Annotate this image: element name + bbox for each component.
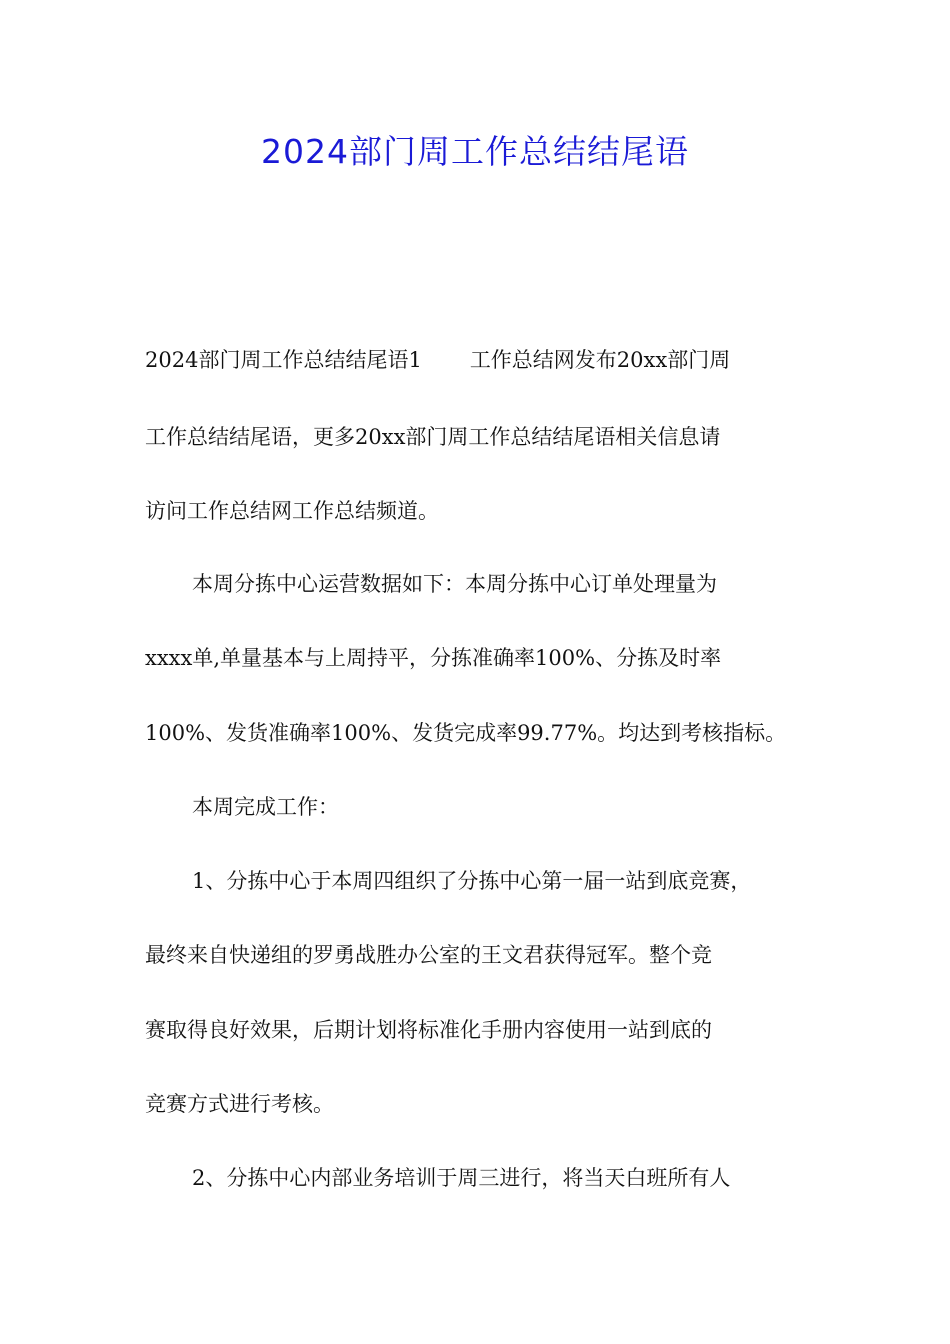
paragraph-4-line-4: 竞赛方式进行考核。	[145, 1092, 334, 1116]
paragraph-1-line-2: 工作总结结尾语，更多20xx部门周工作总结结尾语相关信息请	[145, 425, 721, 449]
paragraph-1-line-1	[145, 345, 730, 375]
paragraph-4-line-1: 1、分拣中心于本周四组织了分拣中心第一届一站到底竞赛，	[192, 869, 752, 893]
document-title: 2024部门周工作总结结尾语	[261, 132, 689, 171]
paragraph-1-line-3: 访问工作总结网工作总结频道。	[145, 499, 439, 523]
paragraph-4-line-2: 最终来自快递组的罗勇战胜办公室的王文君获得冠军。整个竞	[145, 943, 712, 967]
paragraph-2-line-3: 100%、发货准确率100%、发货完成率99.77%。均达到考核指标。	[145, 721, 787, 745]
paragraph-1-heading: 2024部门周工作总结结尾语1	[145, 348, 422, 372]
paragraph-2-line-2: xxxx单,单量基本与上周持平，分拣准确率100%、分拣及时率	[145, 646, 722, 670]
paragraph-1-intro: 工作总结网发布20xx部门周	[469, 348, 731, 372]
paragraph-2-line-1: 本周分拣中心运营数据如下：本周分拣中心订单处理量为	[192, 572, 717, 596]
paragraph-5-line-1: 2、分拣中心内部业务培训于周三进行，将当天白班所有人	[192, 1166, 731, 1190]
paragraph-4-line-3: 赛取得良好效果，后期计划将标准化手册内容使用一站到底的	[145, 1018, 712, 1042]
paragraph-3-line-1: 本周完成工作：	[192, 795, 339, 819]
